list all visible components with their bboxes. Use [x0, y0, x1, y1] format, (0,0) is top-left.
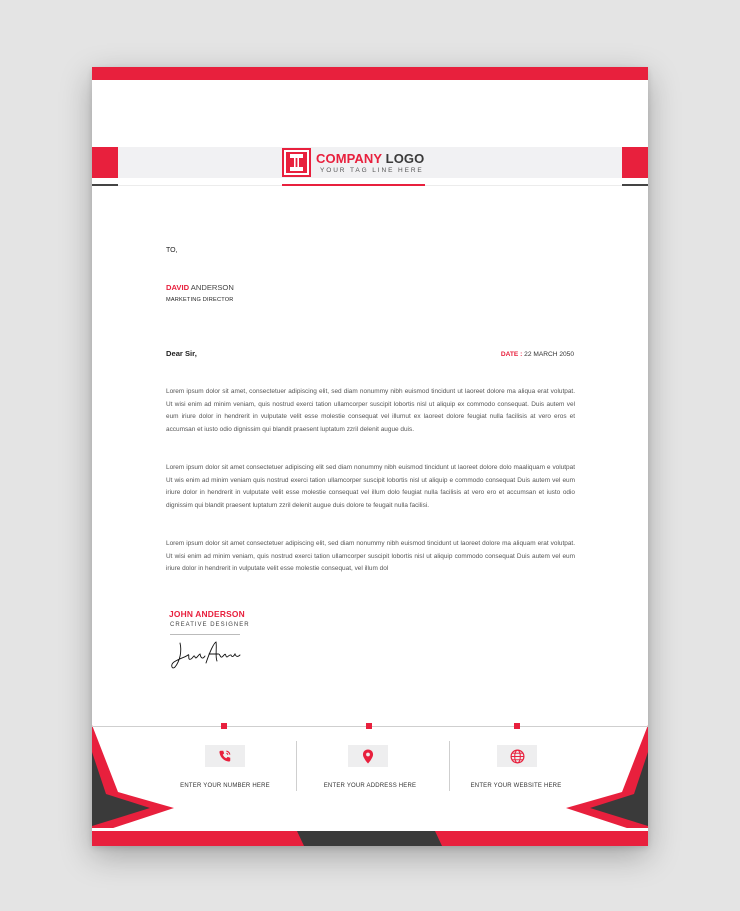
date-line	[501, 351, 574, 358]
company-logo-icon	[282, 148, 311, 177]
date-label: DATE :	[500, 351, 523, 358]
body-paragraph-1: Lorem ipsum dolor sit amet, consectetuer adipiscing elit, sed diam nonummy nibh euismod tincidunt ut laoreet dolore ma aliqua erat volutpat. Ut wisi enim ad minim veniam, quis nostrud exerci tation ullamcorper suscipit lobortis nisl ut aliquip ex commodo consequat. Duis autem vel eum iriure dolor in hendrerit in vulputate velit esse molestie consequat vel illumut ex laoreet dolore feugiat nulla facilisis at vero eros et accumsan et iusto odio dignissim qui blandit praesent luptatum zzril delenit augue duis.	[166, 388, 575, 433]
header-accent-right	[622, 147, 648, 178]
website-icon-box	[497, 745, 537, 767]
phone-icon-box	[205, 745, 245, 767]
footer-marker-3	[514, 723, 520, 729]
address-icon-box	[348, 745, 388, 767]
recipient-last-name: ANDERSON	[190, 283, 234, 292]
globe-icon	[510, 749, 525, 764]
recipient-first-name: DAVID	[166, 283, 190, 292]
salutation: Dear Sir,	[166, 349, 197, 358]
body-paragraph-3: Lorem ipsum dolor sit amet consectetuer adipiscing elit, sed diam nonummy nibh euismod tincidunt ut laoreet dolore ma aliquam erat volutpat. Ut wisi enim ad minim veniam, quis nostrud exerci tation ullamcorper suscipit lobortis nisl ut aliquip commodo consequat Duis autem vel eum iriure dolor in hendrerit in vulputate velit esse molestie consequat, vel illum dol	[166, 540, 575, 573]
logo-company-word: COMPANY	[316, 151, 382, 166]
header-accent-left	[92, 147, 118, 178]
phone-icon	[218, 749, 232, 763]
date-value: 22 MARCH 2050	[524, 351, 574, 358]
footer-phone-text: ENTER YOUR NUMBER HERE	[180, 783, 270, 789]
footer-divider-1	[296, 741, 297, 791]
header-dark-line-right	[622, 184, 648, 186]
footer-website-text: ENTER YOUR WEBSITE HERE	[470, 783, 562, 789]
sender-name: JOHN ANDERSON	[169, 609, 245, 619]
logo-underline	[282, 184, 425, 186]
recipient-name	[166, 283, 234, 292]
recipient-title: MARKETING DIRECTOR	[166, 297, 234, 303]
handwritten-signature	[170, 637, 242, 671]
footer-marker-2	[366, 723, 372, 729]
logo-word: LOGO	[385, 151, 425, 166]
header-dark-line-left	[92, 184, 118, 186]
top-red-bar	[92, 67, 648, 80]
letterhead-sheet	[92, 67, 648, 846]
sender-title: CREATIVE DESIGNER	[170, 622, 250, 628]
signature-rule	[170, 634, 240, 635]
location-pin-icon	[362, 749, 374, 764]
footer-address-text: ENTER YOUR ADDRESS HERE	[323, 783, 417, 789]
footer-marker-1	[221, 723, 227, 729]
body-paragraph-2: Lorem ipsum dolor sit amet consectetuer adipiscing elit sed diam nonummy nibh euismod tincidunt ut laoreet dolore dolo maaliquam e volutpat Ut wis enim ad minim veniam quis nostrud exerci tation ullamcorper suscipit lobortis nisl ut aliquip e commodo consequat Duis autem vel eum iriure dolor in hendrerit in vulputate velit esse molestie consequat vel illum dolo feugiat nulla facilisis at vero ero et accumsan et iusto odio dignissim qui blandit praesent luptatum zzril delenit augue duis dolore te feugait nulla facilisi.	[166, 464, 575, 509]
logo-tagline: YOUR TAG LINE HERE	[320, 167, 424, 174]
logo-title	[316, 151, 424, 166]
to-label: TO,	[166, 247, 178, 254]
